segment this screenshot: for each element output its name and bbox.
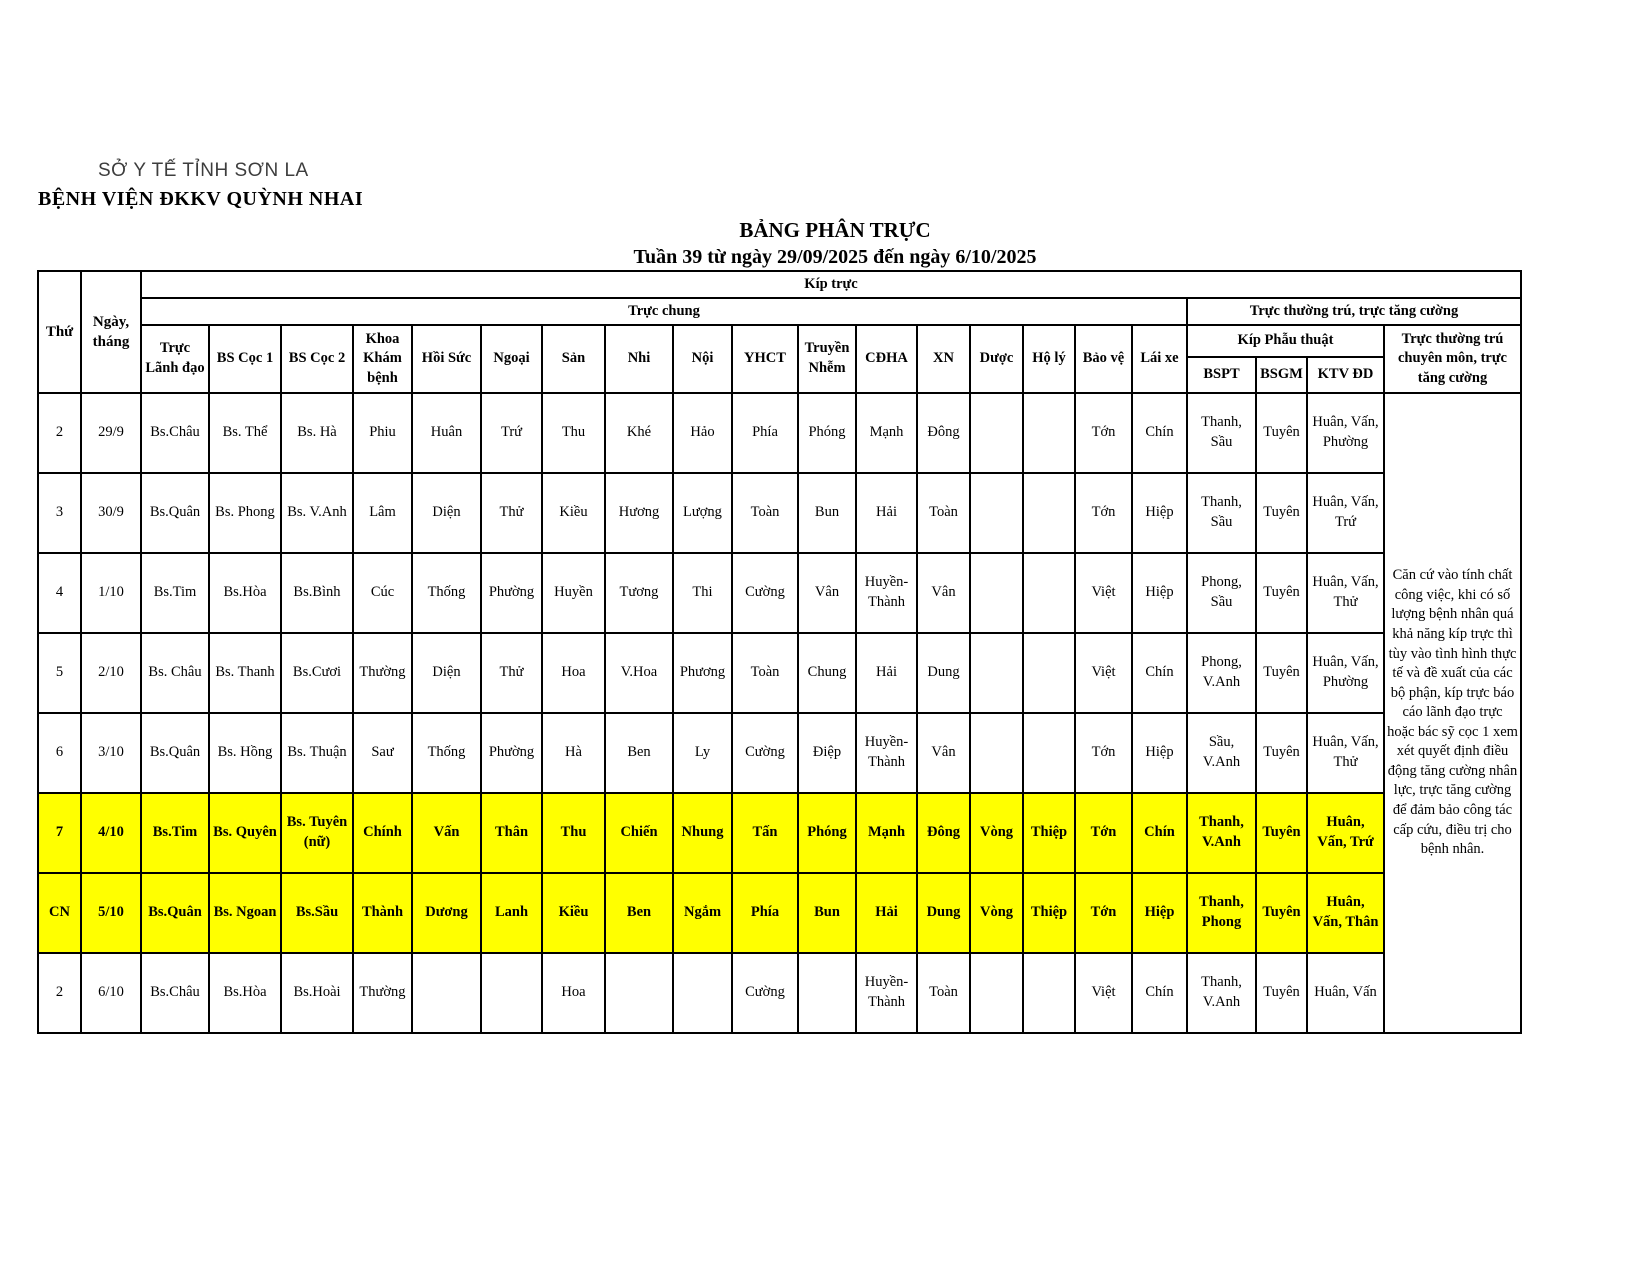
duty-cell-4: Huân bbox=[412, 393, 481, 473]
title-block bbox=[0, 218, 1650, 269]
duty-cell-9: Toàn bbox=[732, 633, 798, 713]
duty-cell-1: Bs.Hòa bbox=[209, 553, 281, 633]
duty-cell-3: Cúc bbox=[353, 553, 412, 633]
date-cell: 5/10 bbox=[81, 873, 141, 953]
duty-cell-3: Lâm bbox=[353, 473, 412, 553]
day-number-cell: 5 bbox=[38, 633, 81, 713]
duty-cell-16: Hiệp bbox=[1132, 553, 1187, 633]
duty-cell-12: Dung bbox=[917, 633, 970, 713]
duty-cell-13: Vòng bbox=[970, 873, 1023, 953]
col-header-dept-12: XN bbox=[917, 325, 970, 393]
duty-cell-4: Diện bbox=[412, 473, 481, 553]
duty-cell-12: Vân bbox=[917, 713, 970, 793]
duty-cell-0: Bs.Tim bbox=[141, 793, 209, 873]
duty-cell-11: Mạnh bbox=[856, 393, 917, 473]
duty-cell-10: Bun bbox=[798, 473, 856, 553]
duty-cell-13 bbox=[970, 713, 1023, 793]
hospital-name: BỆNH VIỆN ĐKKV QUỲNH NHAI bbox=[38, 188, 364, 210]
duty-cell-8: Hảo bbox=[673, 393, 732, 473]
duty-roster-table bbox=[37, 270, 1522, 1034]
duty-cell-15: Tớn bbox=[1075, 473, 1132, 553]
roster-row-6-10 bbox=[38, 953, 1521, 1033]
duty-cell-10: Vân bbox=[798, 553, 856, 633]
col-header-dept-0: Trực Lãnh đạo bbox=[141, 325, 209, 393]
duty-cell-12: Đông bbox=[917, 393, 970, 473]
col-header-dept-14: Hộ lý bbox=[1023, 325, 1075, 393]
duty-cell-12: Vân bbox=[917, 553, 970, 633]
duty-cell-19: Huân, Vấn, Trứ bbox=[1307, 473, 1384, 553]
duty-cell-12: Đông bbox=[917, 793, 970, 873]
day-number-cell: 6 bbox=[38, 713, 81, 793]
duty-cell-6: Hà bbox=[542, 713, 605, 793]
duty-cell-19: Huân, Vấn, Thử bbox=[1307, 553, 1384, 633]
duty-cell-5: Phường bbox=[481, 713, 542, 793]
date-cell: 29/9 bbox=[81, 393, 141, 473]
date-cell: 3/10 bbox=[81, 713, 141, 793]
duty-cell-12: Dung bbox=[917, 873, 970, 953]
duty-cell-7: Hương bbox=[605, 473, 673, 553]
duty-cell-6: Kiều bbox=[542, 873, 605, 953]
duty-cell-19: Huân, Vấn, Phường bbox=[1307, 633, 1384, 713]
roster-row-30-9 bbox=[38, 473, 1521, 553]
duty-cell-17: Thanh, Sầu bbox=[1187, 393, 1256, 473]
col-header-pt-2: KTV ĐD bbox=[1307, 357, 1384, 393]
col-header-ngay-thang: Ngày, tháng bbox=[81, 271, 141, 393]
col-header-dept-16: Lái xe bbox=[1132, 325, 1187, 393]
duty-cell-3: Thành bbox=[353, 873, 412, 953]
org-parent-name: SỞ Y TẾ TỈNH SƠN LA bbox=[98, 160, 309, 181]
duty-cell-16: Chín bbox=[1132, 633, 1187, 713]
duty-cell-19: Huân, Vấn, Trứ bbox=[1307, 793, 1384, 873]
col-header-dept-7: Nhi bbox=[605, 325, 673, 393]
duty-cell-19: Huân, Vấn, Thử bbox=[1307, 713, 1384, 793]
duty-cell-17: Thanh, V.Anh bbox=[1187, 793, 1256, 873]
duty-cell-7: Ben bbox=[605, 873, 673, 953]
duty-cell-11: Huyền-Thành bbox=[856, 553, 917, 633]
duty-cell-0: Bs.Châu bbox=[141, 953, 209, 1033]
roster-row-2-10 bbox=[38, 633, 1521, 713]
duty-cell-0: Bs.Tim bbox=[141, 553, 209, 633]
duty-cell-14 bbox=[1023, 713, 1075, 793]
duty-cell-4 bbox=[412, 953, 481, 1033]
duty-cell-18: Tuyên bbox=[1256, 953, 1307, 1033]
duty-cell-7 bbox=[605, 953, 673, 1033]
duty-cell-6: Thu bbox=[542, 793, 605, 873]
duty-cell-13 bbox=[970, 633, 1023, 713]
duty-cell-11: Hải bbox=[856, 873, 917, 953]
duty-cell-18: Tuyên bbox=[1256, 553, 1307, 633]
duty-cell-17: Sầu, V.Anh bbox=[1187, 713, 1256, 793]
duty-cell-1: Bs. Thể bbox=[209, 393, 281, 473]
duty-cell-5: Thân bbox=[481, 793, 542, 873]
col-header-dept-4: Hồi Sức bbox=[412, 325, 481, 393]
duty-cell-11: Mạnh bbox=[856, 793, 917, 873]
duty-cell-19: Huân, Vấn bbox=[1307, 953, 1384, 1033]
duty-cell-1: Bs. Thanh bbox=[209, 633, 281, 713]
duty-cell-2: Bs.Bình bbox=[281, 553, 353, 633]
duty-cell-0: Bs. Châu bbox=[141, 633, 209, 713]
header-truc-thuong-tru: Trực thường trú, trực tăng cường bbox=[1187, 298, 1521, 325]
header-row-departments bbox=[38, 325, 1521, 357]
duty-cell-7: Chiến bbox=[605, 793, 673, 873]
day-number-cell: 4 bbox=[38, 553, 81, 633]
duty-cell-11: Huyền-Thành bbox=[856, 713, 917, 793]
col-header-dept-5: Ngoại bbox=[481, 325, 542, 393]
col-header-thu: Thứ bbox=[38, 271, 81, 393]
duty-cell-1: Bs. Hồng bbox=[209, 713, 281, 793]
duty-cell-8: Nhung bbox=[673, 793, 732, 873]
duty-cell-16: Chín bbox=[1132, 953, 1187, 1033]
duty-cell-17: Thanh, Phong bbox=[1187, 873, 1256, 953]
duty-cell-6: Kiều bbox=[542, 473, 605, 553]
duty-cell-16: Chín bbox=[1132, 393, 1187, 473]
duty-cell-0: Bs.Quân bbox=[141, 873, 209, 953]
duty-cell-2: Bs. Hà bbox=[281, 393, 353, 473]
duty-cell-1: Bs. Ngoan bbox=[209, 873, 281, 953]
col-header-dept-8: Nội bbox=[673, 325, 732, 393]
duty-cell-9: Cường bbox=[732, 553, 798, 633]
duty-cell-15: Việt bbox=[1075, 633, 1132, 713]
duty-cell-6: Hoa bbox=[542, 953, 605, 1033]
duty-cell-2: Bs.Sầu bbox=[281, 873, 353, 953]
roster-row-3-10 bbox=[38, 713, 1521, 793]
duty-cell-14 bbox=[1023, 553, 1075, 633]
page-title: BẢNG PHÂN TRỰC bbox=[739, 218, 931, 242]
duty-cell-19: Huân, Vấn, Thân bbox=[1307, 873, 1384, 953]
duty-cell-10: Bun bbox=[798, 873, 856, 953]
duty-cell-1: Bs.Hòa bbox=[209, 953, 281, 1033]
duty-cell-16: Hiệp bbox=[1132, 473, 1187, 553]
duty-cell-14 bbox=[1023, 473, 1075, 553]
date-cell: 1/10 bbox=[81, 553, 141, 633]
duty-cell-7: Tương bbox=[605, 553, 673, 633]
duty-cell-8: Lượng bbox=[673, 473, 732, 553]
date-cell: 4/10 bbox=[81, 793, 141, 873]
duty-cell-0: Bs.Quân bbox=[141, 713, 209, 793]
duty-cell-18: Tuyên bbox=[1256, 873, 1307, 953]
org-header bbox=[38, 160, 363, 211]
duty-cell-18: Tuyên bbox=[1256, 393, 1307, 473]
duty-cell-0: Bs.Quân bbox=[141, 473, 209, 553]
duty-cell-3: Thường bbox=[353, 953, 412, 1033]
duty-cell-4: Thống bbox=[412, 713, 481, 793]
col-header-dept-1: BS Cọc 1 bbox=[209, 325, 281, 393]
duty-cell-5: Phường bbox=[481, 553, 542, 633]
duty-cell-11: Hải bbox=[856, 473, 917, 553]
duty-cell-10: Chung bbox=[798, 633, 856, 713]
duty-cell-3: Thường bbox=[353, 633, 412, 713]
duty-cell-7: Ben bbox=[605, 713, 673, 793]
header-row-groups bbox=[38, 298, 1521, 325]
duty-cell-17: Thanh, V.Anh bbox=[1187, 953, 1256, 1033]
duty-cell-5: Thử bbox=[481, 473, 542, 553]
col-header-dept-11: CĐHA bbox=[856, 325, 917, 393]
duty-cell-15: Việt bbox=[1075, 553, 1132, 633]
duty-cell-18: Tuyên bbox=[1256, 793, 1307, 873]
duty-cell-3: Phiu bbox=[353, 393, 412, 473]
duty-cell-18: Tuyên bbox=[1256, 633, 1307, 713]
day-number-cell: 3 bbox=[38, 473, 81, 553]
duty-cell-17: Phong, V.Anh bbox=[1187, 633, 1256, 713]
duty-cell-4: Dương bbox=[412, 873, 481, 953]
date-cell: 30/9 bbox=[81, 473, 141, 553]
duty-cell-13 bbox=[970, 953, 1023, 1033]
duty-cell-13 bbox=[970, 553, 1023, 633]
duty-cell-5: Trứ bbox=[481, 393, 542, 473]
duty-cell-4: Diện bbox=[412, 633, 481, 713]
duty-cell-15: Tớn bbox=[1075, 793, 1132, 873]
duty-cell-10: Phóng bbox=[798, 793, 856, 873]
duty-cell-8: Ly bbox=[673, 713, 732, 793]
duty-cell-5: Thử bbox=[481, 633, 542, 713]
duty-cell-13: Vòng bbox=[970, 793, 1023, 873]
duty-cell-1: Bs. Phong bbox=[209, 473, 281, 553]
roster-row-1-10 bbox=[38, 553, 1521, 633]
duty-cell-10: Điệp bbox=[798, 713, 856, 793]
duty-cell-8 bbox=[673, 953, 732, 1033]
duty-cell-9: Toàn bbox=[732, 473, 798, 553]
duty-cell-7: Khé bbox=[605, 393, 673, 473]
day-number-cell: 7 bbox=[38, 793, 81, 873]
col-header-dept-6: Sản bbox=[542, 325, 605, 393]
duty-cell-2: Bs. V.Anh bbox=[281, 473, 353, 553]
duty-cell-16: Hiệp bbox=[1132, 713, 1187, 793]
duty-cell-17: Phong, Sầu bbox=[1187, 553, 1256, 633]
page-subtitle: Tuần 39 từ ngày 29/09/2025 đến ngày 6/10/2025 bbox=[633, 246, 1037, 268]
duty-cell-15: Tớn bbox=[1075, 873, 1132, 953]
header-kip-truc: Kíp trực bbox=[141, 271, 1521, 298]
col-header-dept-9: YHCT bbox=[732, 325, 798, 393]
duty-cell-4: Thống bbox=[412, 553, 481, 633]
header-row-kip-truc bbox=[38, 271, 1521, 298]
col-header-note: Trực thường trú chuyên môn, trực tăng cường bbox=[1384, 325, 1521, 393]
col-header-pt-1: BSGM bbox=[1256, 357, 1307, 393]
duty-cell-18: Tuyên bbox=[1256, 473, 1307, 553]
duty-cell-9: Phía bbox=[732, 873, 798, 953]
header-truc-chung: Trực chung bbox=[141, 298, 1187, 325]
duty-cell-15: Việt bbox=[1075, 953, 1132, 1033]
duty-cell-0: Bs.Châu bbox=[141, 393, 209, 473]
duty-cell-8: Ngắm bbox=[673, 873, 732, 953]
date-cell: 2/10 bbox=[81, 633, 141, 713]
duty-cell-14 bbox=[1023, 393, 1075, 473]
duty-cell-11: Huyền-Thành bbox=[856, 953, 917, 1033]
duty-cell-5 bbox=[481, 953, 542, 1033]
duty-cell-10 bbox=[798, 953, 856, 1033]
duty-cell-9: Phía bbox=[732, 393, 798, 473]
duty-cell-14: Thiệp bbox=[1023, 793, 1075, 873]
day-number-cell: 2 bbox=[38, 953, 81, 1033]
note-cell: Căn cứ vào tính chất công việc, khi có số lượng bệnh nhân quá khả năng kíp trực thì tùy vào tình hình thực tế và đề xuất của các bộ phận, kíp trực báo cáo lãnh đạo trực hoặc bác sỹ cọc 1 xem xét quyết định điều động tăng cường nhân lực, trực tăng cường để đảm bảo công tác cấp cứu, điều trị cho bệnh nhân. bbox=[1384, 393, 1521, 1033]
roster-row-29-9 bbox=[38, 393, 1521, 473]
duty-cell-16: Chín bbox=[1132, 793, 1187, 873]
duty-cell-9: Tấn bbox=[732, 793, 798, 873]
duty-cell-6: Hoa bbox=[542, 633, 605, 713]
duty-cell-10: Phóng bbox=[798, 393, 856, 473]
roster-row-5-10 bbox=[38, 873, 1521, 953]
duty-cell-14 bbox=[1023, 633, 1075, 713]
duty-cell-8: Thi bbox=[673, 553, 732, 633]
duty-cell-3: Saư bbox=[353, 713, 412, 793]
duty-cell-13 bbox=[970, 393, 1023, 473]
col-header-dept-10: Truyền Nhễm bbox=[798, 325, 856, 393]
roster-row-4-10 bbox=[38, 793, 1521, 873]
duty-cell-15: Tớn bbox=[1075, 713, 1132, 793]
duty-cell-18: Tuyên bbox=[1256, 713, 1307, 793]
col-header-dept-13: Dược bbox=[970, 325, 1023, 393]
date-cell: 6/10 bbox=[81, 953, 141, 1033]
duty-cell-4: Vấn bbox=[412, 793, 481, 873]
duty-cell-12: Toàn bbox=[917, 953, 970, 1033]
duty-cell-2: Bs. Thuận bbox=[281, 713, 353, 793]
duty-cell-16: Hiệp bbox=[1132, 873, 1187, 953]
col-header-dept-3: Khoa Khám bệnh bbox=[353, 325, 412, 393]
duty-cell-12: Toàn bbox=[917, 473, 970, 553]
col-header-pt-0: BSPT bbox=[1187, 357, 1256, 393]
duty-cell-1: Bs. Quyên bbox=[209, 793, 281, 873]
duty-cell-7: V.Hoa bbox=[605, 633, 673, 713]
duty-cell-2: Bs.Hoài bbox=[281, 953, 353, 1033]
duty-cell-14 bbox=[1023, 953, 1075, 1033]
duty-cell-9: Cường bbox=[732, 713, 798, 793]
duty-cell-6: Huyền bbox=[542, 553, 605, 633]
duty-cell-13 bbox=[970, 473, 1023, 553]
duty-cell-2: Bs.Cươi bbox=[281, 633, 353, 713]
col-header-dept-2: BS Cọc 2 bbox=[281, 325, 353, 393]
duty-cell-9: Cường bbox=[732, 953, 798, 1033]
duty-cell-17: Thanh, Sầu bbox=[1187, 473, 1256, 553]
day-number-cell: 2 bbox=[38, 393, 81, 473]
duty-cell-5: Lanh bbox=[481, 873, 542, 953]
duty-cell-8: Phương bbox=[673, 633, 732, 713]
duty-cell-15: Tớn bbox=[1075, 393, 1132, 473]
col-header-dept-15: Bảo vệ bbox=[1075, 325, 1132, 393]
duty-cell-2: Bs. Tuyên (nữ) bbox=[281, 793, 353, 873]
duty-cell-11: Hải bbox=[856, 633, 917, 713]
duty-cell-3: Chính bbox=[353, 793, 412, 873]
duty-cell-6: Thu bbox=[542, 393, 605, 473]
duty-cell-19: Huân, Vấn, Phường bbox=[1307, 393, 1384, 473]
day-number-cell: CN bbox=[38, 873, 81, 953]
duty-cell-14: Thiệp bbox=[1023, 873, 1075, 953]
header-kip-phau-thuat: Kíp Phẫu thuật bbox=[1187, 325, 1384, 357]
